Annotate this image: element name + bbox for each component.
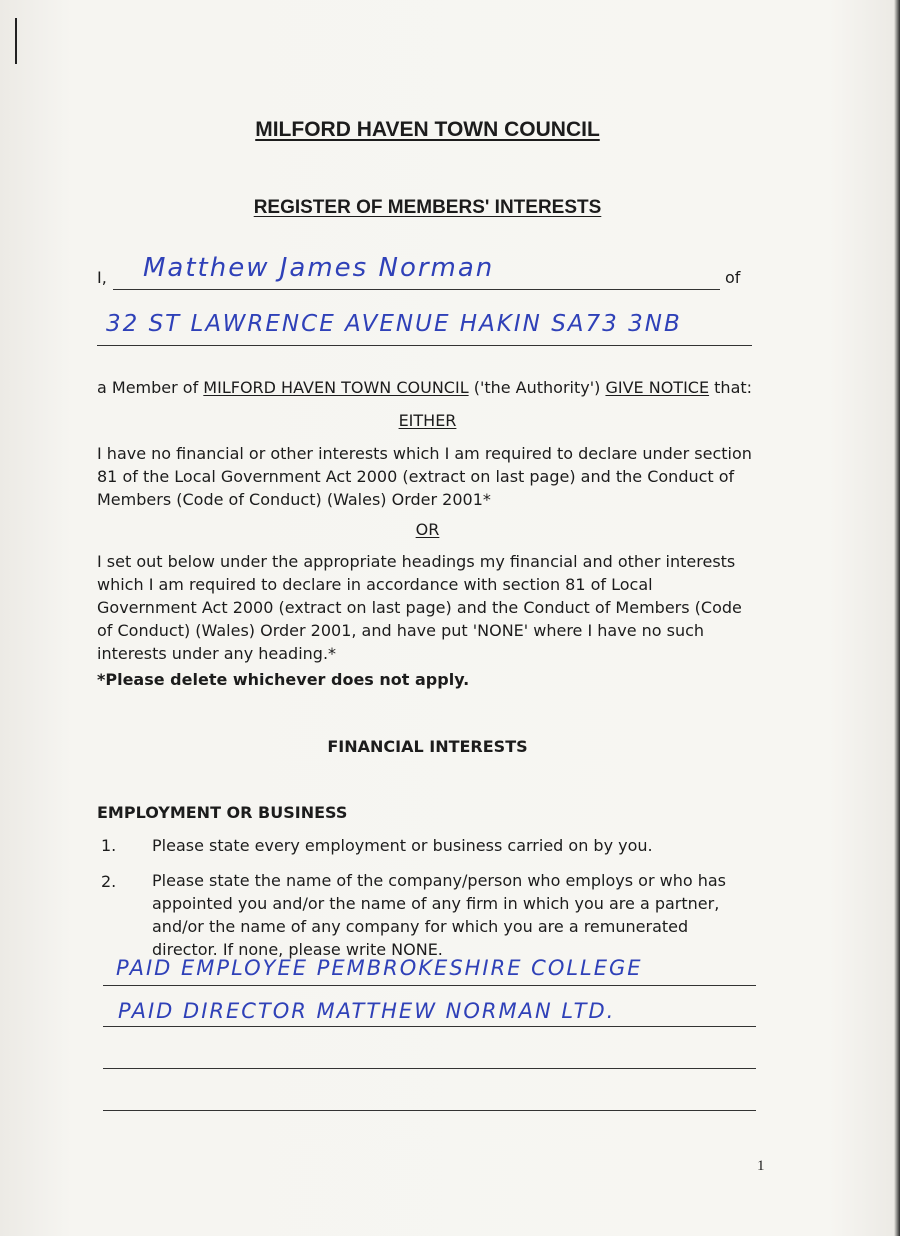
answer-line-2 <box>103 1026 756 1027</box>
option-no-interests: I have no financial or other interests which I am required to declare under section 81 of the Local Government Act 2000 (extract on last page) and the Conduct of Members (Code of Conduct) (Wales) Order 2001* <box>97 444 752 509</box>
council-title: MILFORD HAVEN TOWN COUNCIL <box>255 118 600 141</box>
option-list-interests: I set out below under the appropriate headings my financial and other interests which I am required to declare in accordance with section 81 of Local Government Act 2000 (extract on last page) and the Conduct of Members (Code of Conduct) (Wales) Order 2001, and have put 'NONE' where I have no such interests under any heading.* <box>97 552 742 663</box>
declarant-name: Matthew James Norman <box>143 253 495 283</box>
answer-1: PAID EMPLOYEE PEMBROKESHIRE COLLEGE <box>116 956 643 980</box>
employment-heading: EMPLOYMENT OR BUSINESS <box>97 803 348 822</box>
register-title: REGISTER OF MEMBERS' INTERESTS <box>253 197 602 218</box>
item-2-text: Please state the name of the company/person who employs or who has appointed you and/or the name of any firm in which you are a partner, and/or the name of any company for which you are a remunerated director. If none, please write NONE. <box>152 871 726 959</box>
scan-edge-mark <box>15 18 17 64</box>
notice-pre: a Member of <box>97 378 204 397</box>
delete-note: *Please delete whichever does not apply. <box>97 670 470 689</box>
declarant-address: 32 ST LAWRENCE AVENUE HAKIN SA73 3NB <box>106 311 682 337</box>
answer-line-4 <box>103 1110 756 1111</box>
answer-2: PAID DIRECTOR MATTHEW NORMAN LTD. <box>118 999 616 1023</box>
of-label: of <box>725 268 741 287</box>
scan-edge-shadow <box>894 0 900 1236</box>
address-line <box>97 345 752 346</box>
declarant-prefix: I, <box>97 268 107 287</box>
notice-post: that: <box>709 378 753 397</box>
notice-mid: ('the Authority') <box>468 378 606 397</box>
name-line <box>113 289 720 290</box>
financial-interests-heading: FINANCIAL INTERESTS <box>327 737 528 756</box>
item-1-number: 1. <box>101 836 117 855</box>
answer-line-1 <box>103 985 756 986</box>
answer-line-3 <box>103 1068 756 1069</box>
item-2-number: 2. <box>101 872 117 891</box>
item-1-text: Please state every employment or business carried on by you. <box>152 836 653 855</box>
notice-line <box>97 378 752 397</box>
or-label: OR <box>415 520 440 539</box>
either-label: EITHER <box>398 411 457 430</box>
notice-give: GIVE NOTICE <box>605 378 710 397</box>
notice-council: MILFORD HAVEN TOWN COUNCIL <box>203 378 469 397</box>
page-number: 1 <box>757 1158 765 1174</box>
